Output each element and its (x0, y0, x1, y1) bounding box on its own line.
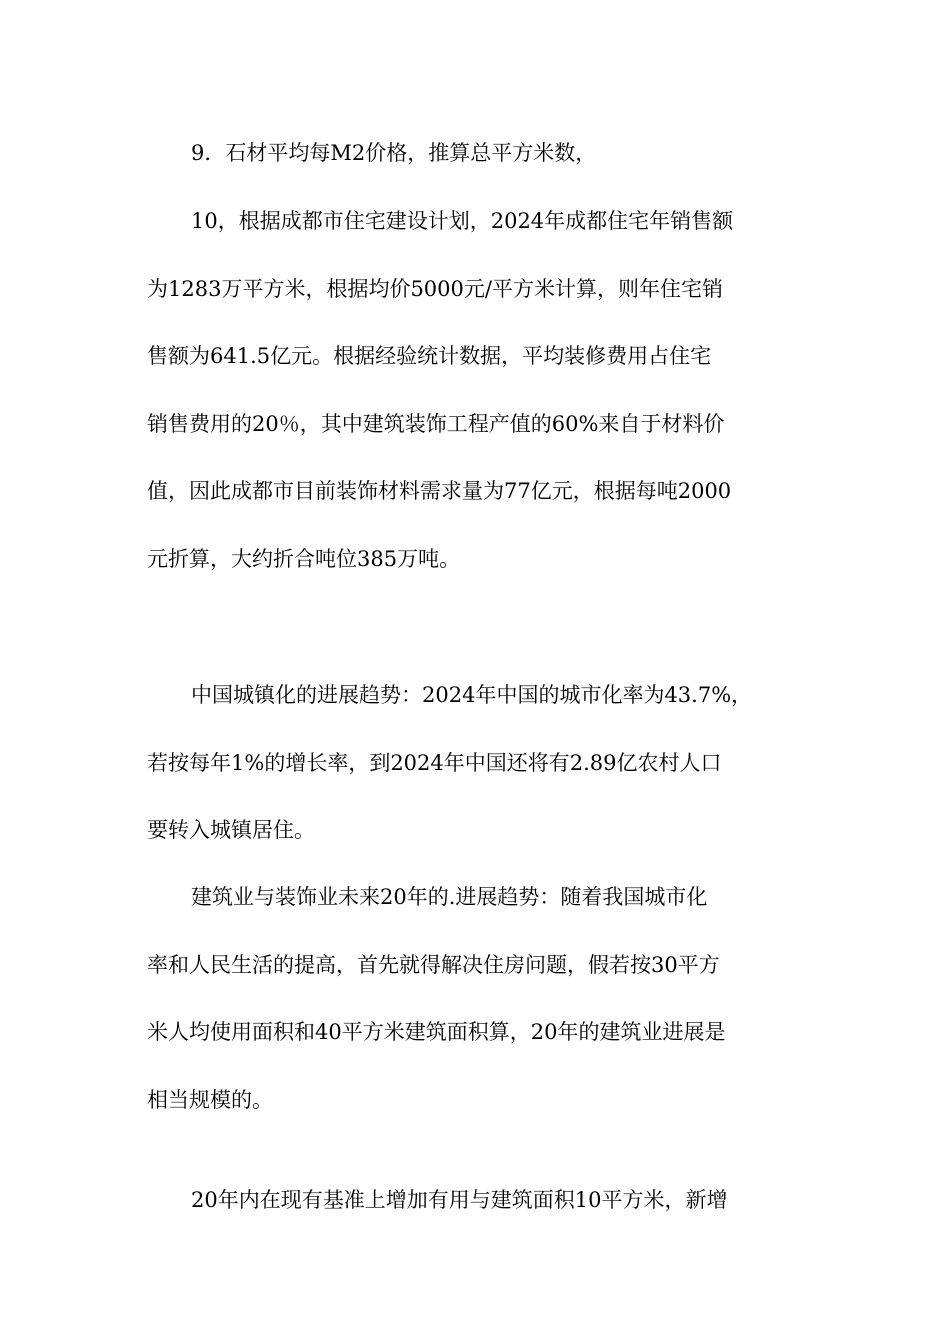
text-line: 米人均使用面积和40平方米建筑面积算，20年的建筑业进展是 (147, 1020, 726, 1044)
text-line: 值，因此成都市目前装饰材料需求量为77亿元，根据每吨2000 (147, 479, 732, 503)
paragraph-chengdu-housing (147, 188, 807, 593)
text-line: 元折算，大约折合吨位385万吨。 (147, 546, 461, 571)
text-line: 10，根据成都市住宅建设计划，2024年成都住宅年销售额 (191, 209, 734, 233)
text-line: 20年内在现有基准上增加有用与建筑面积10平方米，新增 (191, 1188, 728, 1212)
text-line: 9．石材平均每M2价格，推算总平方米数， (191, 141, 597, 165)
paragraph-urbanization (147, 662, 807, 865)
text-line: 售额为641.5亿元。根据经验统计数据，平均装修费用占住宅 (147, 344, 712, 368)
text-line: 要转入城镇居住。 (147, 818, 315, 842)
text-line: 销售费用的20％，其中建筑装饰工程产值的60%来自于材料价 (147, 411, 725, 436)
text-line: 率和人民生活的提高，首先就得解决住房问题，假若按30平方 (147, 952, 720, 977)
text-line: 中国城镇化的进展趋势：2024年中国的城市化率为43.7%， (191, 683, 753, 707)
text-line: 相当规模的。 (147, 1087, 273, 1112)
paragraph-new-area (147, 1167, 807, 1235)
text-line: 建筑业与装饰业未来20年的.进展趋势：随着我国城市化 (191, 885, 708, 909)
paragraph-stone-price (147, 120, 807, 188)
paragraph-construction-trend (147, 864, 807, 1134)
text-line: 为1283万平方米，根据均价5000元/平方米计算，则年住宅销 (147, 276, 723, 301)
text-line: 若按每年1%的增长率，到2024年中国还将有2.89亿农村人口 (147, 750, 722, 775)
